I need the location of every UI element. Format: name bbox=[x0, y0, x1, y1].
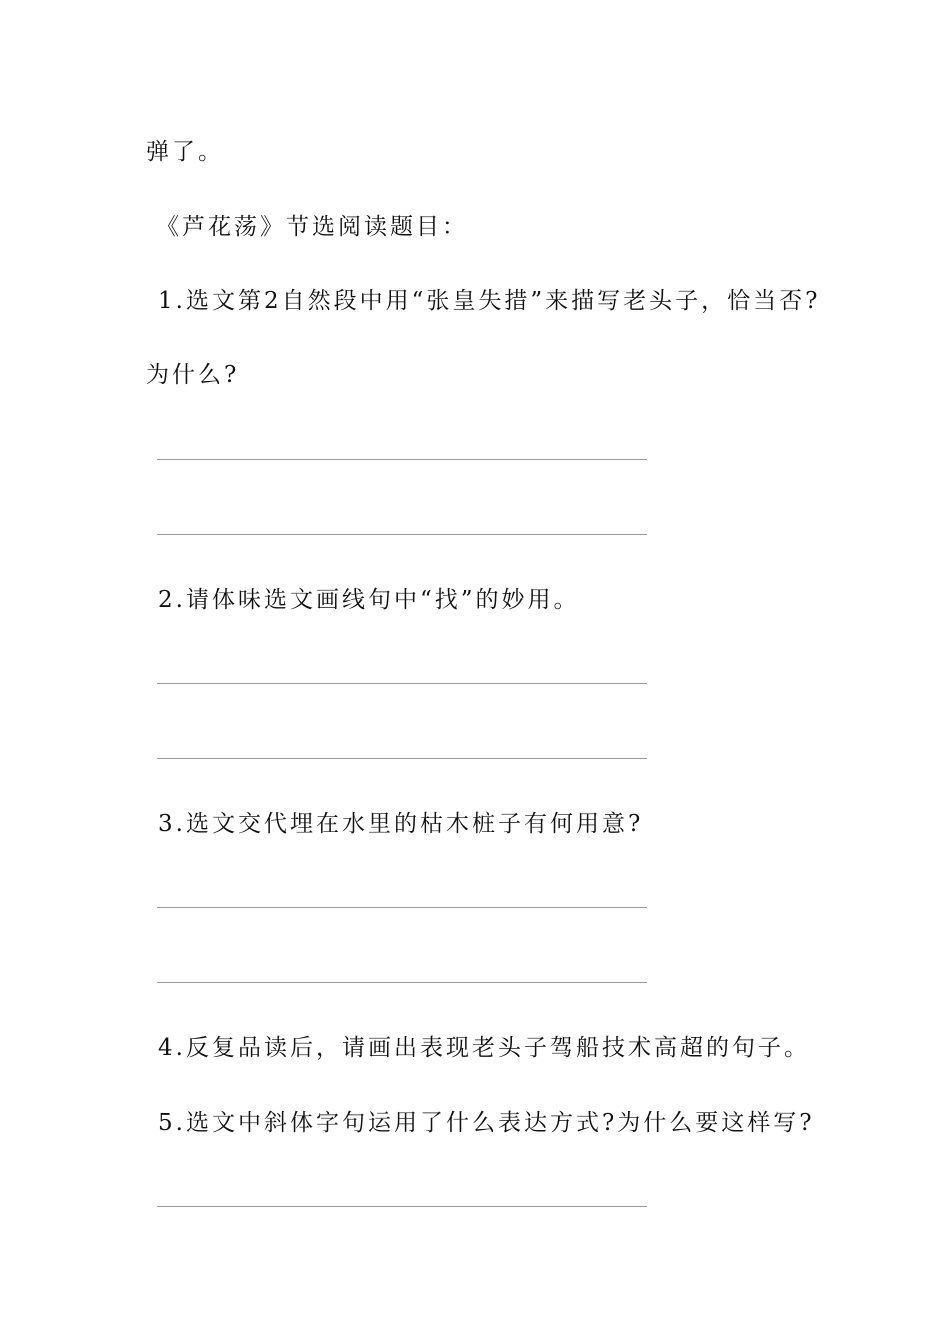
answer-line[interactable] bbox=[157, 1206, 647, 1207]
question-3: 3.选文交代埋在水里的枯木桩子有何用意? bbox=[158, 811, 644, 837]
question-1-continued: 为什么? bbox=[146, 362, 240, 388]
answer-line[interactable] bbox=[157, 982, 647, 983]
question-2: 2.请体味选文画线句中“找”的妙用。 bbox=[158, 587, 580, 613]
answer-line[interactable] bbox=[157, 758, 647, 759]
answer-line[interactable] bbox=[157, 534, 647, 535]
answer-line[interactable] bbox=[157, 907, 647, 908]
question-5: 5.选文中斜体字句运用了什么表达方式?为什么要这样写? bbox=[158, 1110, 815, 1136]
question-4: 4.反复品读后，请画出表现老头子驾船技术高超的句子。 bbox=[158, 1035, 810, 1061]
continuation-text: 弹了。 bbox=[146, 139, 224, 165]
answer-line[interactable] bbox=[157, 459, 647, 460]
section-title: 《芦花荡》节选阅读题目： bbox=[156, 214, 468, 240]
question-1: 1.选文第2自然段中用“张皇失措”来描写老头子，恰当否? bbox=[158, 288, 821, 314]
answer-line[interactable] bbox=[157, 683, 647, 684]
